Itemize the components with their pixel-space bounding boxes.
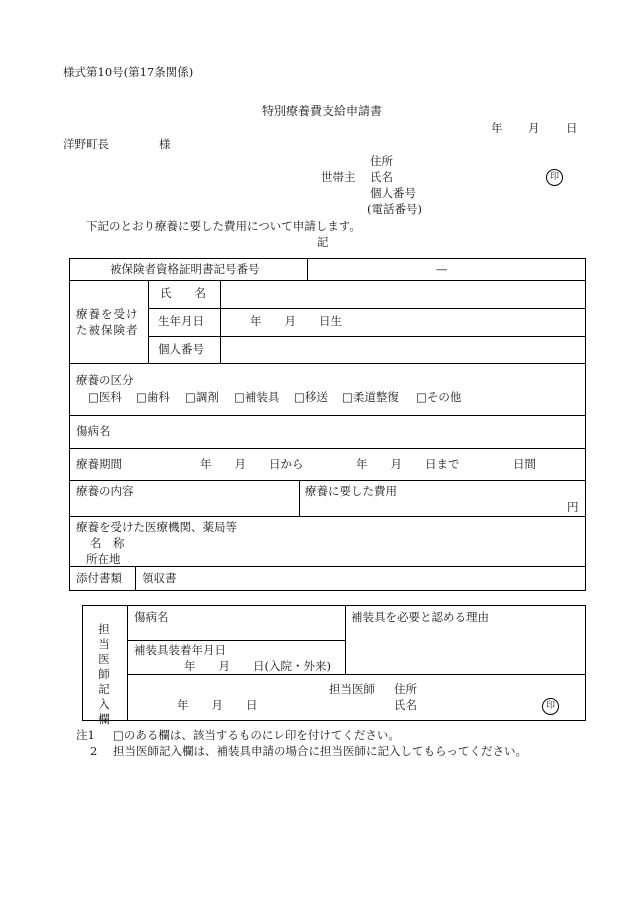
doctor-disease-label: 傷病名 [134, 610, 169, 624]
category-label: 療養の区分 [76, 373, 134, 387]
facility-address-label: 所在地 [86, 552, 121, 566]
disease-label: 傷病名 [76, 424, 111, 438]
attachment-label: 添付書類 [76, 571, 122, 585]
insured-number-label: 個人番号 [158, 342, 204, 356]
insured-dob-value: 年 月 日生 [250, 314, 342, 328]
note-2-text: 担当医師記入欄は、補装具申請の場合に担当医師に記入してもらってください。 [113, 744, 527, 758]
period-from: 年 月 日から [200, 457, 304, 471]
ki-mark: 記 [317, 235, 329, 249]
note-2-number: 2 [90, 744, 98, 758]
period-days: 日間 [513, 457, 536, 471]
date-year: 年 [491, 121, 503, 135]
doctor-seal-icon: 印 [542, 698, 559, 715]
applicant-number-label: 個人番号 [370, 186, 416, 200]
period-label: 療養期間 [76, 457, 122, 471]
addressee-honorific: 様 [159, 137, 171, 151]
category-medical[interactable]: □医科 [88, 390, 122, 404]
facility-label: 療養を受けた医療機関、薬局等 [76, 520, 237, 534]
category-dental[interactable]: □歯科 [136, 390, 170, 404]
doctor-section-label: 担当医師記入欄 [98, 622, 110, 726]
date-day: 日 [566, 121, 578, 135]
note-1-number: 注1 [76, 728, 95, 742]
fitting-date-value: 年 月 日(入院・外来) [184, 659, 331, 673]
facility-name-label: 名 称 [90, 536, 125, 550]
head-of-household-label: 世帯主 [321, 170, 356, 184]
category-dispensing[interactable]: □調剤 [185, 390, 219, 404]
doctor-label: 担当医師 [329, 682, 375, 696]
note-1-text: □のある欄は、該当するものにレ印を付けてください。 [113, 728, 400, 742]
fitting-date-label: 補装具装着年月日 [134, 643, 226, 657]
insured-dob-label: 生年月日 [158, 314, 204, 328]
insured-group-label: 療養を受けた被保険者 [76, 307, 139, 337]
category-prosthesis[interactable]: □補装具 [234, 390, 280, 404]
form-number: 様式第10号(第17条関係) [63, 65, 194, 79]
doctor-name-label: 氏名 [394, 698, 417, 712]
cert-number-value: — [436, 262, 448, 276]
period-to: 年 月 日まで [356, 457, 460, 471]
applicant-phone-label: (電話番号) [367, 202, 422, 216]
doctor-address-label: 住所 [394, 682, 417, 696]
category-judo[interactable]: □柔道整復 [342, 390, 399, 404]
cert-number-label: 被保険者資格証明書記号番号 [110, 262, 260, 276]
addressee-name: 洋野町長 [63, 137, 109, 151]
applicant-seal-icon: 印 [546, 169, 563, 186]
doctor-reason-label: 補装具を必要と認める理由 [351, 610, 489, 624]
yen-unit: 円 [567, 500, 579, 514]
category-transport[interactable]: □移送 [294, 390, 328, 404]
cost-label: 療養に要した費用 [305, 484, 397, 498]
date-month: 月 [528, 121, 540, 135]
category-other[interactable]: □その他 [416, 390, 462, 404]
intro-text: 下記のとおり療養に要した費用について申請します。 [86, 219, 361, 233]
applicant-name-label: 氏名 [370, 170, 393, 184]
content-label: 療養の内容 [76, 484, 134, 498]
insured-name-label: 氏 名 [160, 286, 206, 300]
applicant-address-label: 住所 [370, 154, 393, 168]
doctor-date: 年 月 日 [177, 698, 258, 712]
attachment-value: 領収書 [142, 571, 177, 585]
page-title: 特別療養費支給申請書 [262, 104, 383, 118]
